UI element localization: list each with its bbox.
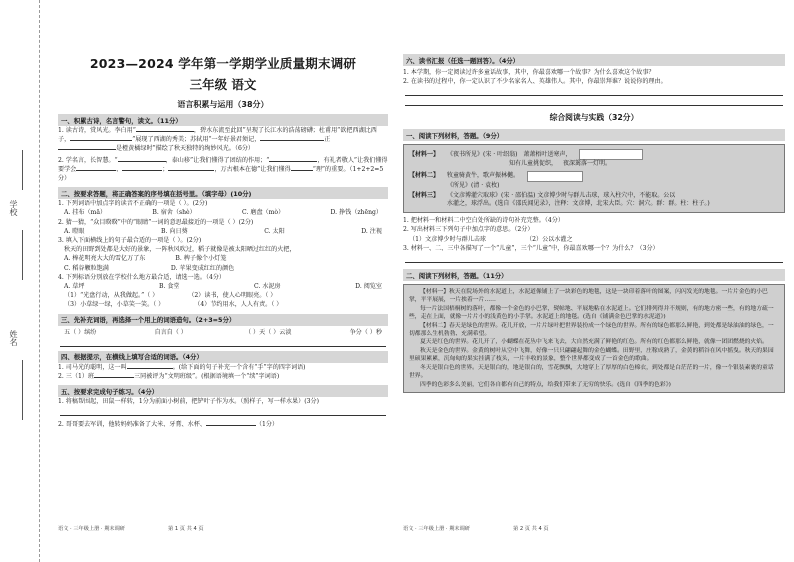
option-b[interactable]: B. 向日葵 — [161, 227, 188, 235]
option-c[interactable]: C. 稻谷颗粒饱满 — [64, 264, 109, 272]
material-1: 【材料一】 《夜书所见》(宋 · 叶绍翁) 萧萧梧叶送寒声， — [409, 149, 779, 160]
option-c: C. 水泥房 — [254, 283, 281, 291]
material-2: 【材料二】 牧童骑黄牛，歌声振林樾。 — [409, 171, 779, 182]
materials-box — [403, 144, 785, 213]
footer-subject: 语文 · 三年级上册 · 期末调研 — [58, 526, 125, 532]
options-fill-1 — [58, 254, 388, 263]
option-a[interactable]: A. 棒花明亮大大的雪亿万了东 — [64, 255, 146, 263]
option-d[interactable]: D. 注视 — [361, 227, 382, 235]
blank[interactable] — [269, 161, 317, 162]
margin-line — [22, 150, 23, 190]
question-word-meaning: 2. 写出材料三下列句子中加点字的意思。（2分） — [403, 226, 534, 234]
answer-line[interactable] — [405, 96, 783, 106]
material-3-line2: 水灌之，球浮出。(选自《邵氏闻见录》，注释：文彦博，北宋大臣。穴：洞穴。群：群。柱：柱子。) — [447, 200, 710, 208]
question-pinyin: 1. 下列词语中加点字的读音不正确的一项是（ ）。(2分) — [58, 200, 208, 208]
page-footer — [403, 525, 785, 532]
answer-line[interactable] — [60, 337, 386, 347]
passage-paragraph: 秋天是金色的世界。金黄的树叶从空中飞舞，好像一只只翩翩起舞的金色蝴蝶。田野里，庄稼成熟了，金黄的稻谷在风中摇曳。秋天的果园里硕果累累，沉甸甸的果实挂满了枝头，一片丰收的景象，整个世界都变成了一首金色的歌曲。 — [409, 347, 774, 363]
question-meaning: 2. 猜一猜，“众目睽睽”中的“眼睛”一词的意思最接近的一项是（ ）(2分) — [58, 218, 254, 226]
question-fill-text: 秋天的田野到处都是大好的景象，一阵秋风吹过，稻子就像是被太阳晒过红红的火把， — [64, 246, 296, 254]
question-report-1: 1. 本学期，你一定阅读过许多童话故事，其中，你最喜欢哪一个故事？为什么喜欢这个故事？ — [403, 69, 655, 76]
question-favorite-child: 3. 材料一、二、三中各描写了一个“儿童”，三个“儿童”中，你最喜欢哪一个？为什么？（3分） — [403, 244, 659, 252]
material-3: 【材料三】 《文彦博灌穴取球》(宋 · 邵伯温) 文彦博少时与群儿击球，球入柱穴中，不能取。公以 — [409, 191, 676, 199]
word-meaning-items — [403, 235, 785, 244]
question-context-2: 2. 三（1）班 三同被评为“文明班级”。(根据语境填一个“续”字词语) — [58, 373, 280, 381]
options-meaning — [58, 227, 388, 236]
sign-item[interactable]: （4）节约用水，人人有责。（ ） — [194, 301, 283, 309]
blank[interactable] — [168, 170, 214, 171]
margin-line — [22, 360, 23, 420]
exam-title: 2023—2024 学年第一学期学业质量期末调研 — [89, 56, 357, 71]
signs-row-1 — [58, 291, 388, 300]
blank[interactable] — [94, 377, 134, 378]
footer-page: 第 1 页 共 4 页 — [168, 526, 204, 532]
question-sentence-1: 1. 将稿帮围起，田鼠一样转，1分为前面小树前，把铲叶子作为水。（照样子，写一样水果）(3分) — [58, 398, 319, 406]
section-heading-4: 四、根据提示，在横线上填写合适的词语。（4分） — [58, 351, 388, 363]
margin-label-school: 学校 — [9, 200, 18, 216]
options-signs — [58, 282, 388, 291]
idiom-item[interactable]: 争分（ ）秒 — [349, 328, 382, 336]
option-b: B. 食堂 — [158, 283, 180, 291]
blank[interactable] — [70, 140, 132, 141]
idiom-item[interactable]: （ ）天（ ）云淡 — [244, 328, 292, 336]
blank[interactable] — [118, 161, 166, 162]
section-heading-3: 三、先补充词语，再选择一个用上的词语造句。（2+3=5分） — [58, 314, 388, 326]
exam-page-2 — [403, 0, 785, 562]
section-heading-reading-report: 六、读书汇报（任选一题回答）。（4分） — [403, 54, 785, 66]
word-meaning-item[interactable]: （1）文彦博少时与群儿击球 — [409, 235, 487, 243]
option-c[interactable]: C. 太阳 — [264, 227, 285, 235]
exam-page-1 — [58, 0, 388, 562]
blank[interactable] — [260, 140, 324, 141]
footer-page: 第 2 页 共 4 页 — [513, 526, 549, 532]
sign-item[interactable]: （1）“光盘行动，从我做起。”（ ） — [64, 292, 159, 300]
question-fill-sentence: 3. 填入下面横线上的句子最合适的一项是（ ）。(2分) — [58, 237, 202, 245]
blank[interactable] — [127, 368, 173, 369]
blank[interactable] — [136, 131, 194, 132]
blank[interactable] — [206, 425, 256, 426]
binding-margin — [0, 0, 40, 562]
material-2-line2: 《所见》(清 · 袁枚) — [447, 181, 500, 189]
option-a[interactable]: A. 挂布（mā） — [64, 209, 107, 217]
answer-line[interactable] — [60, 406, 386, 416]
blank[interactable] — [76, 170, 116, 171]
poem-blank[interactable] — [527, 171, 583, 182]
options-pinyin — [58, 208, 388, 217]
exam-subtitle: 三年级 语文 — [189, 77, 257, 92]
signs-row-2 — [58, 300, 388, 309]
material-1-line2: 知有儿童挑促织， 夜深篱落一灯明。 — [509, 160, 612, 168]
option-a[interactable]: A. 瞪眼 — [64, 227, 85, 235]
question-poem-fill: 1. 把材料一和材料二中空白处所缺的诗句补充完整。（4分） — [403, 217, 564, 225]
page-footer — [58, 525, 388, 532]
section-heading-5: 五、按要求完成句子练习。（4分） — [58, 385, 388, 397]
passage-paragraph: 每一片法国梧桐树的落叶，都像一个金色的小巴掌，熨帖地、平展地粘在水泥道上。它们排列得并不规则，有的地方密一些，有的地方疏一些，走在上面，就像一片片小的浅黄色的小手掌。水泥道上的地毯。(选自《铺满金色巴掌的水泥道》) — [409, 305, 774, 321]
margin-line — [22, 230, 23, 280]
poem-blank[interactable] — [579, 149, 643, 160]
idiom-row — [58, 326, 388, 337]
section-heading-passage: 二、阅读下列材料，答题。（11分） — [403, 269, 785, 281]
answer-line[interactable] — [405, 86, 783, 96]
section-heading-materials: 一、阅读下列材料，答题。（9分） — [403, 129, 785, 141]
margin-label-name: 姓名 — [9, 330, 18, 346]
answer-line[interactable] — [405, 253, 783, 263]
option-a: A. 草坪 — [64, 283, 85, 291]
idiom-item[interactable]: 自言自（ ） — [154, 328, 187, 336]
question-context-1: 1. 司马光的聪明，这一叫 。(给下面的句子补充一个含有“手”字的四字词语) — [58, 363, 306, 371]
question-signs: 4. 下列标语分别放在学校什么地方最合适，请选一选。（4分） — [58, 273, 226, 281]
footer-subject: 语文 · 三年级上册 · 期末调研 — [403, 526, 470, 532]
option-c[interactable]: C. 磨盘（mò） — [242, 209, 285, 217]
question-report-2: 2. 在读书的过程中，你一定认识了不少名家名人、英雄伟人。其中，你最崇拜谁？说说你的理由。 — [403, 78, 667, 86]
option-d[interactable]: D. 苹果变成红红的颜色 — [170, 264, 235, 272]
passage-paragraph: 【材料一】秋天在院场外的水泥道上，水泥道像铺上了一块彩色的地毯，这是一块印着落叶的图案，闪闪发光的地毯。一片片金色的小巴掌，平平展展，一片挨着一片…… — [409, 289, 768, 304]
sign-item[interactable]: （2）读书，使人心明眼亮。（ ） — [188, 292, 277, 300]
blank[interactable] — [122, 170, 162, 171]
section-heading-2: 二、按要求答题，将正确答案的序号填在括号里。（填字母）(10分) — [58, 187, 388, 199]
option-b[interactable]: B. 宿舍（shè） — [152, 209, 196, 217]
question-sentence-2: 2. 哥哥要去军训，他转妈妈准备了大米、牙膏、水杯、 （1分） — [58, 421, 279, 429]
blank[interactable] — [291, 170, 313, 171]
passage-paragraph: 夏天是红色的世界。花儿开了，小蝴蝶在花丛中飞来飞去，大自然充满了鲜艳的红色。所有的红色都那么鲜艳，就像一团团燃烧的火焰。 — [420, 339, 768, 346]
passage-box — [403, 284, 785, 393]
blank[interactable] — [58, 149, 116, 150]
passage-paragraph: 【材料二】春天是绿色的世界。花儿开放，一片片绿叶把世界装扮成一个绿色的世界。所有的绿色都那么鲜艳，到处都是绿油油的绿色，一切都那么生机勃勃、充满希望。 — [409, 322, 774, 338]
section-heading-1: 一、积累古诗，名言警句，读文。（11分） — [58, 114, 388, 126]
passage-paragraph: 四季的色彩多么美丽，它们各自都有自己的特点，给我们带来了无穷的快乐。(选自《四季的色彩》) — [420, 381, 671, 388]
options-fill-2 — [58, 264, 388, 273]
question-poems: 1. 读古诗，赏风光。李白用“ ，碧水东流至此回”呈现了长江水的浩荡磅礴；杜甫用“欲把西湖比西子， ”展现了西湖的秀美；苏轼用“一年好景君须记， 正是橙黄橘绿时”描绘了秋天独特的绚妙风光。（6分） — [58, 127, 377, 153]
sign-item[interactable]: （3）小草绿一绿，小草笑一笑。（ ） — [64, 301, 165, 309]
option-d: D. 阅览室 — [355, 283, 382, 291]
question-sayings: 2. 学名言，长智慧。“ ，泰山移”让我们懂得了团结的作用；“ ，有礼者敬人”让我们懂得要学会 、 ； ，万古根本在德”让我们懂得 “理”的重要。（1+2+2=5分） — [58, 156, 388, 183]
option-b[interactable]: B. 稗子像个小灯笼 — [175, 255, 227, 263]
option-d[interactable]: D. 挣钱（zhēng） — [330, 209, 382, 217]
part-title-language: 语言积累与运用（38分） — [177, 100, 269, 109]
word-meaning-item[interactable]: （2）公以水灌之 — [526, 235, 573, 243]
idiom-item[interactable]: 五（ ）缤纷 — [64, 328, 97, 336]
part-title-reading: 综合阅读与实践（32分） — [549, 113, 639, 123]
passage-paragraph: 冬天是银白色的世界。天是银白的，地是银白的，雪花飘飘，大地穿上了厚厚的白色棉衣，到处都是白茫茫的一片，像一个银装素裹的童话世界。 — [409, 364, 774, 380]
